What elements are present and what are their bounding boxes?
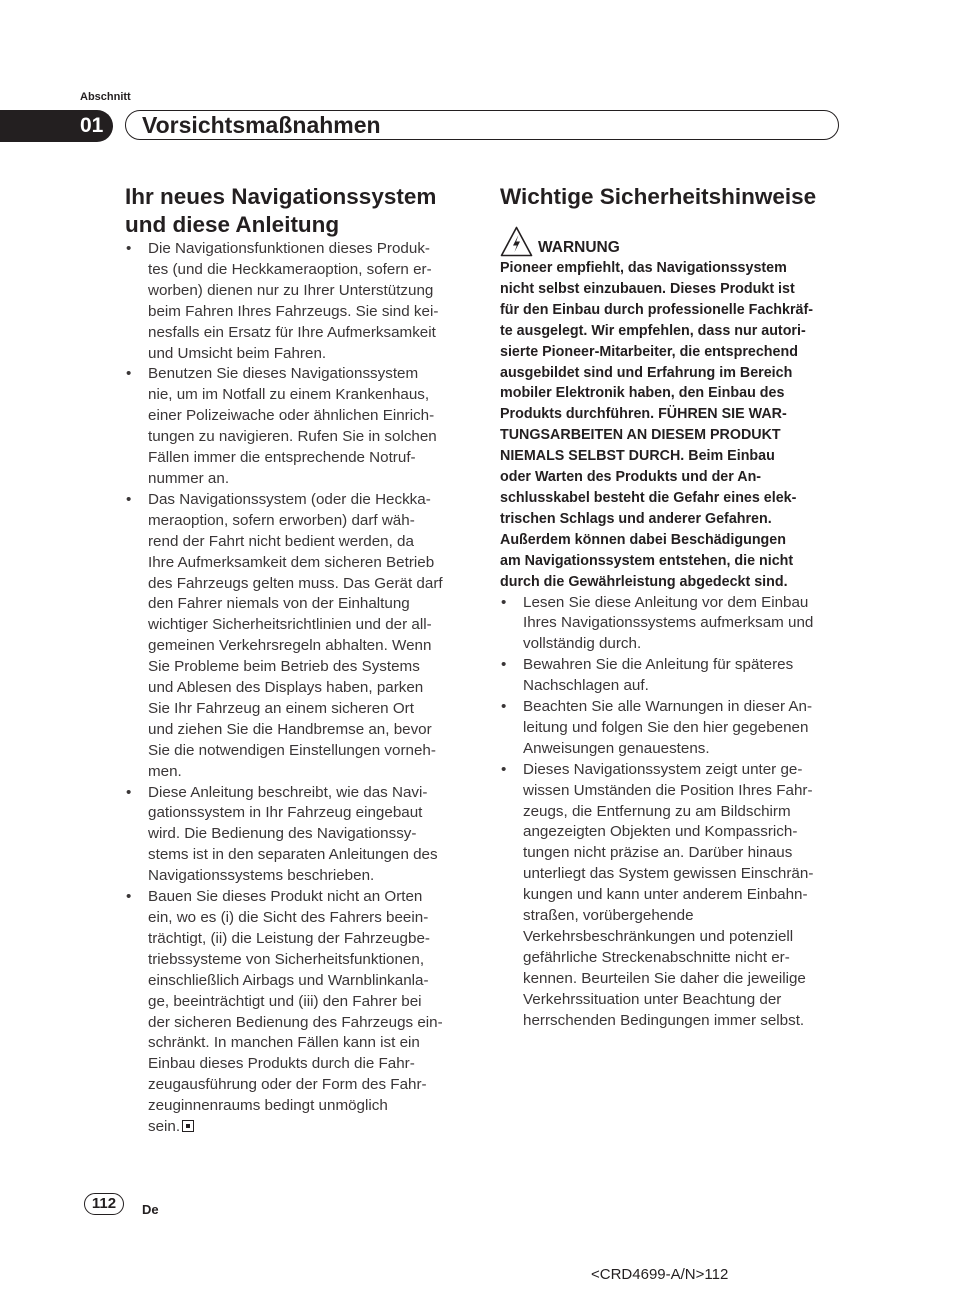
text-line: Benutzen Sie dieses Navigationssystem bbox=[148, 365, 419, 383]
left-heading: Ihr neues Navigationssystem und diese Anleitung bbox=[125, 184, 437, 237]
warning-text bbox=[500, 258, 845, 593]
text-line: te ausgelegt. Wir empfehlen, dass nur autori- bbox=[500, 322, 806, 339]
text-line: Bauen Sie dieses Produkt nicht an Orten bbox=[148, 888, 423, 906]
text-line: schränkt. In manchen Fällen kann ist ein bbox=[148, 1034, 420, 1052]
text-line: Beachten Sie alle Warnungen in dieser An- bbox=[523, 698, 813, 716]
text-line: ein, wo es (i) die Sicht des Fahrers beein- bbox=[148, 909, 429, 926]
bullet-item bbox=[125, 239, 470, 364]
text-line: Diese Anleitung beschreibt, wie das Navi- bbox=[148, 783, 428, 801]
text-line: Ihres Navigationssystems aufmerksam und bbox=[523, 614, 814, 632]
text-line: nicht selbst einzubauen. Dieses Produkt ist bbox=[500, 280, 795, 297]
text-line: vollständig durch. bbox=[523, 635, 642, 653]
warning-triangle-icon bbox=[500, 226, 533, 257]
text-line: oder Warten des Produkts und der An- bbox=[500, 469, 762, 486]
text-line: Pioneer empfiehlt, das Navigationssystem bbox=[500, 260, 787, 276]
text-line: für den Einbau durch professionelle Fachkräf- bbox=[500, 301, 813, 318]
bullet-item bbox=[125, 364, 470, 489]
text-line: kennen. Beurteilen Sie daher die jeweilige bbox=[523, 969, 806, 987]
text-line: trächtigt, (ii) die Leistung der Fahrzeugbe- bbox=[148, 929, 430, 947]
text-line: mobiler Elektronik haben, den Einbau des bbox=[500, 385, 785, 402]
text-line: herrschenden Bedingungen immer selbst. bbox=[523, 1011, 805, 1029]
text-line: Navigationssystems beschrieben. bbox=[148, 867, 375, 885]
left-bullet-list bbox=[125, 239, 470, 1138]
bullet-item bbox=[125, 490, 470, 783]
text-line: einschließlich Airbags und Warnblinkanla- bbox=[148, 971, 429, 989]
text-line: Verkehrsbeschränkungen und potenziell bbox=[523, 928, 794, 945]
text-line: worben) dienen nur zu Ihrer Unterstützung bbox=[148, 281, 434, 299]
text-line: Sie die notwendigen Einstellungen vorneh- bbox=[148, 741, 436, 759]
text-line: ge, beeinträchtigt und (iii) den Fahrer bei bbox=[148, 992, 422, 1010]
text-line: zeuginnenraums bedingt unmöglich bbox=[148, 1097, 388, 1115]
text-line: tes (und die Heckkameraoption, sofern er- bbox=[148, 260, 432, 278]
text-line: straßen, vorübergehende bbox=[523, 907, 694, 925]
text-line: meraoption, sofern erworben) darf wäh- bbox=[148, 511, 415, 529]
text-line: und Umsicht beim Fahren. bbox=[148, 344, 327, 362]
text-line: Bewahren Sie die Anleitung für späteres bbox=[523, 656, 794, 674]
left-column bbox=[125, 183, 470, 1138]
text-line: tungen zu navigieren. Rufen Sie in solchen bbox=[148, 428, 437, 446]
text-line: Einbau dieses Produkts durch die Fahr- bbox=[148, 1055, 415, 1073]
page-number: 112 bbox=[84, 1193, 124, 1215]
text-line: durch die Gewährleistung abgedeckt sind. bbox=[500, 573, 788, 590]
text-line: Nachschlagen auf. bbox=[523, 677, 649, 695]
text-line: Die Navigationsfunktionen dieses Produk- bbox=[148, 240, 430, 257]
text-line: und Ablesen des Displays haben, parken bbox=[148, 679, 424, 697]
text-line: den Fahrer niemals von der Einhaltung bbox=[148, 595, 410, 613]
chapter-number-badge: 01 bbox=[0, 110, 113, 142]
bullet-item bbox=[500, 760, 845, 1032]
language-code: De bbox=[142, 1202, 159, 1217]
text-line: der sicheren Bedienung des Fahrzeugs ein- bbox=[148, 1013, 443, 1031]
text-line: tungen nicht präzise an. Darüber hinaus bbox=[523, 844, 793, 862]
end-mark-icon bbox=[182, 1120, 194, 1132]
section-label: Abschnitt bbox=[80, 91, 131, 103]
text-line: Produkts durchführen. FÜHREN SIE WAR- bbox=[500, 406, 787, 423]
bullet-item bbox=[500, 593, 845, 656]
text-line: Sie Probleme beim Betrieb des Systems bbox=[148, 658, 420, 676]
text-line: sein. bbox=[148, 1118, 181, 1136]
text-line: Außerdem können dabei Beschädigungen bbox=[500, 531, 786, 548]
text-line: wissen Umständen die Position Ihres Fahr- bbox=[523, 781, 813, 799]
bullet-item bbox=[125, 887, 470, 1138]
text-line: zeugs, die Entfernung zu am Bildschirm bbox=[523, 802, 791, 820]
text-line: NIEMALS SELBST DURCH. Beim Einbau bbox=[500, 448, 775, 465]
text-line: leitung und folgen Sie den hier gegebenen bbox=[523, 718, 809, 736]
text-line: schlusskabel besteht die Gefahr eines elek- bbox=[500, 489, 797, 506]
text-line: rend der Fahrt nicht bedient werden, da bbox=[148, 532, 414, 550]
text-line: angezeigten Objekten und Kompassrich- bbox=[523, 823, 798, 841]
text-line: wird. Die Bedienung des Navigationssy- bbox=[148, 825, 417, 843]
bullet-item bbox=[500, 655, 845, 697]
document-code: <CRD4699-A/N>112 bbox=[591, 1266, 729, 1283]
text-line: trischen Schlags und anderer Gefahren. bbox=[500, 510, 772, 527]
warning-label: WARNUNG bbox=[538, 239, 620, 256]
text-line: des Fahrzeugs gelten muss. Das Gerät darf bbox=[148, 574, 443, 592]
text-line: ausgebildet sind und Erfahrung im Bereich bbox=[500, 364, 793, 381]
text-line: gationssystem in Ihr Fahrzeug eingebaut bbox=[148, 804, 423, 822]
right-bullet-list bbox=[500, 593, 845, 1032]
text-line: unterliegt das System gewissen Einschrän- bbox=[523, 865, 814, 883]
right-column bbox=[500, 183, 845, 1032]
text-line: sierte Pioneer-Mitarbeiter, die entsprechend bbox=[500, 343, 798, 360]
right-heading: Wichtige Sicherheitshinweise bbox=[500, 184, 817, 209]
text-line: TUNGSARBEITEN AN DIESEM PRODUKT bbox=[500, 427, 781, 444]
text-line: gemeinen Verkehrsregeln abhalten. Wenn bbox=[148, 637, 432, 655]
text-line: Das Navigationssystem (oder die Heckka- bbox=[148, 490, 431, 508]
text-line: men. bbox=[148, 762, 182, 780]
bullet-item bbox=[500, 697, 845, 760]
text-line: nie, um im Notfall zu einem Krankenhaus, bbox=[148, 386, 430, 404]
text-line: einer Polizeiwache oder ähnlichen Einrich- bbox=[148, 407, 435, 425]
warning-header bbox=[500, 224, 845, 257]
text-line: und ziehen Sie die Handbremse an, bevor bbox=[148, 720, 432, 738]
text-line: Ihre Aufmerksamkeit dem sicheren Betrieb bbox=[148, 553, 435, 571]
text-line: stems ist in den separaten Anleitungen des bbox=[148, 846, 438, 864]
text-line: nummer an. bbox=[148, 469, 230, 487]
text-line: Anweisungen genauestens. bbox=[523, 739, 710, 757]
text-line: am Navigationssystem entstehen, die nicht bbox=[500, 552, 794, 569]
chapter-title: Vorsichtsmaßnahmen bbox=[142, 112, 381, 138]
text-line: Fällen immer die entsprechende Notruf- bbox=[148, 449, 416, 467]
text-line: Dieses Navigationssystem zeigt unter ge- bbox=[523, 760, 803, 778]
text-line: Verkehrssituation unter Beachtung der bbox=[523, 990, 782, 1008]
text-line: gefährliche Streckenabschnitte nicht er- bbox=[523, 948, 790, 966]
text-line: wichtiger Sicherheitsrichtlinien und der all- bbox=[148, 616, 432, 634]
text-line: Sie Ihr Fahrzeug an einem sicheren Ort bbox=[148, 699, 414, 717]
text-line: beim Fahren Ihres Fahrzeugs. Sie sind kei- bbox=[148, 302, 439, 320]
bullet-item bbox=[125, 783, 470, 888]
text-line: Lesen Sie diese Anleitung vor dem Einbau bbox=[523, 593, 809, 611]
text-line: kungen und kann unter anderem Einbahn- bbox=[523, 886, 808, 904]
text-line: nesfalls ein Ersatz für Ihre Aufmerksamkeit bbox=[148, 323, 436, 341]
text-line: triebssysteme von Sicherheitsfunktionen, bbox=[148, 950, 425, 968]
text-line: zeugausführung oder der Form des Fahr- bbox=[148, 1076, 427, 1094]
